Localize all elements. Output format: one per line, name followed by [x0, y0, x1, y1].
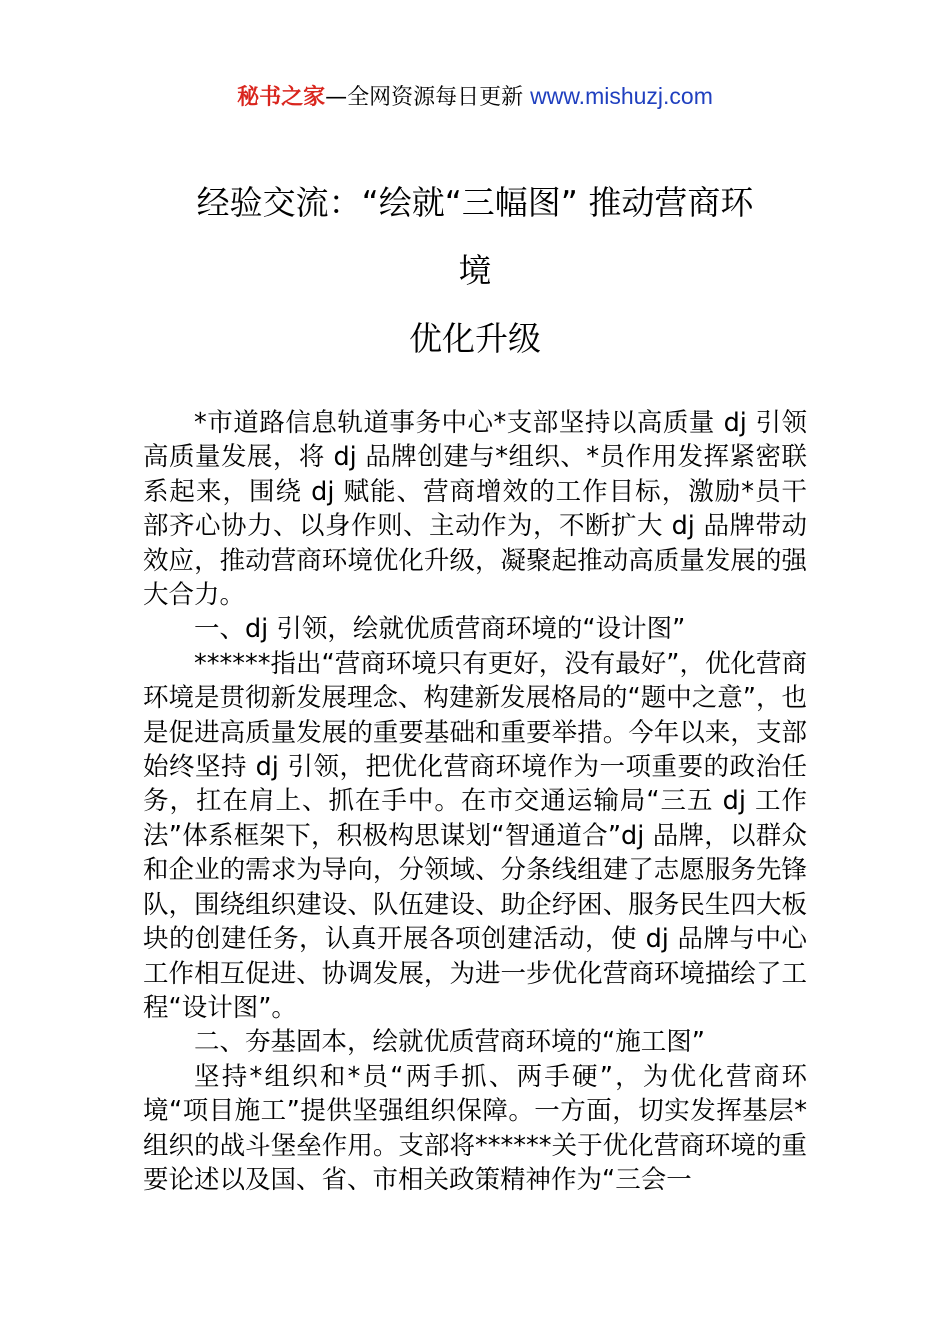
document-body: [143, 406, 807, 1197]
section-heading: 一、dj 引领，绘就优质营商环境的“设计图”: [194, 614, 686, 645]
document-title-line-1: 经验交流：“绘就“三幅图” 推动营商环: [196, 183, 754, 222]
section-heading: 二、夯基固本，绘就优质营商环境的“施工图”: [194, 1027, 705, 1058]
site-slogan: —全网资源每日更新: [325, 85, 524, 110]
site-brand: 秘书之家: [237, 85, 326, 110]
body-paragraph: 坚持*组织和*员“两手抓、两手硬”，为优化营商环境“项目施工”提供坚强组织保障。一方面，切实发挥基层*组织的战斗堡垒作用。支部将******关于优化营商环境的重要论述以及国、省、市相关政策精神作为“三会一: [143, 1061, 807, 1195]
body-paragraph: *市道路信息轨道事务中心*支部坚持以高质量 dj 引领高质量发展，将 dj 品牌创建与*组织、*员作用发挥紧密联系起来，围绕 dj 赋能、营商增效的工作目标，激励*员干部齐心协力、以身作则、主动作为，不断扩大 dj 品牌带动效应，推动营商环境优化升级，凝聚起推动高质量发展的强大合力。: [143, 408, 807, 611]
site-header: [0, 80, 950, 114]
document-title-line-3: 优化升级: [409, 319, 541, 358]
site-url-link[interactable]: www.mishuzj.com: [530, 83, 713, 109]
body-paragraph: ******指出“营商环境只有更好，没有最好”，优化营商环境是贯彻新发展理念、构建新发展格局的“题中之意”，也是促进高质量发展的重要基础和重要举措。今年以来，支部始终坚持 dj 引领，把优化营商环境作为一项重要的政治任务，扛在肩上、抓在手中。在市交通运输局“三五 dj 工作法”体系框架下，积极构思谋划“智通道合”dj 品牌，以群众和企业的需求为导向，分领域、分条线组建了志愿服务先锋队，围绕组织建设、队伍建设、助企纾困、服务民生四大板块的创建任务，认真开展各项创建活动，使 dj 品牌与中心工作相互促进、协调发展，为进一步优化营商环境描绘了工程“设计图”。: [143, 648, 807, 1023]
document-title-line-2: 境: [458, 251, 492, 290]
